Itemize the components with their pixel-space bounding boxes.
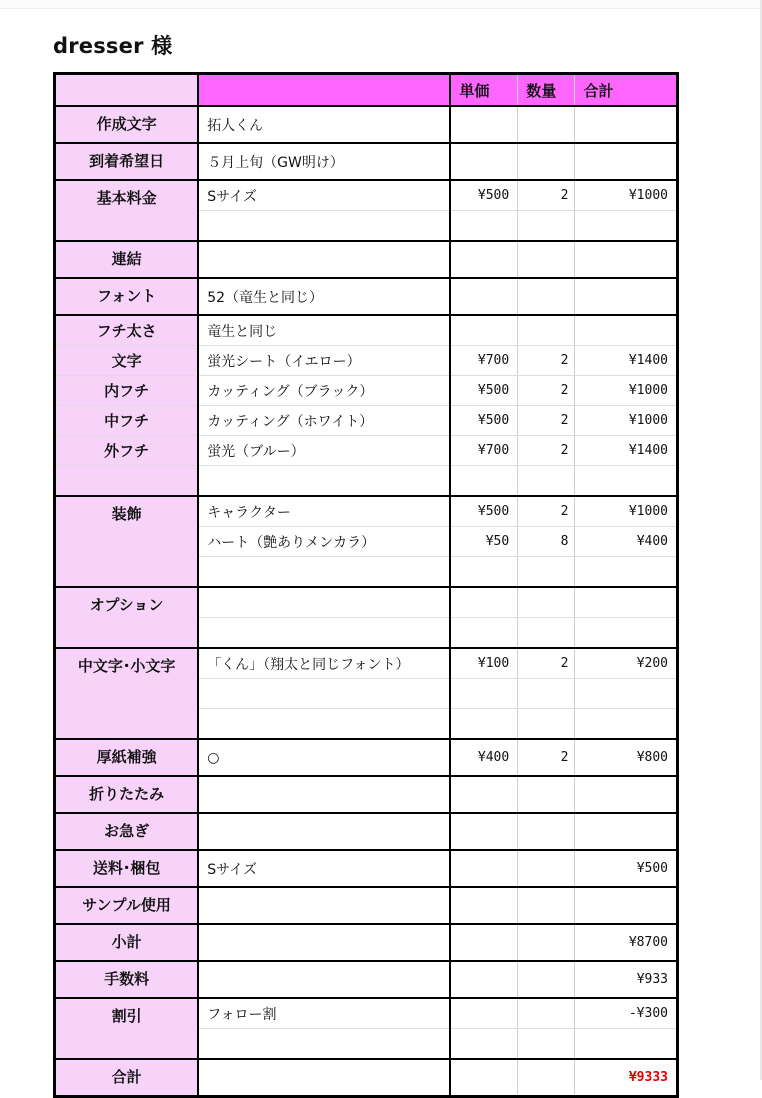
total-cell: ¥9333: [575, 1059, 678, 1097]
total-cell: ¥1000: [575, 496, 678, 527]
detail-cell: [198, 961, 450, 998]
detail-cell: カッティング（ブラック）: [198, 376, 450, 406]
total-cell: ¥1000: [575, 376, 678, 406]
row-label: 小計: [55, 924, 199, 961]
total-cell: [575, 143, 678, 180]
total-cell: ¥8700: [575, 924, 678, 961]
table-row: [55, 648, 678, 679]
unit-price-cell: ¥700: [450, 346, 517, 376]
unit-price-cell: [450, 850, 517, 887]
row-label: 内フチ: [55, 376, 199, 406]
detail-cell: ハート（艶ありメンカラ）: [198, 527, 450, 557]
header-row: [55, 74, 678, 107]
detail-cell: [198, 813, 450, 850]
row-label: 割引: [55, 998, 199, 1059]
total-cell: [575, 211, 678, 242]
unit-price-cell: [450, 709, 517, 740]
total-cell: ¥933: [575, 961, 678, 998]
quantity-cell: [518, 1029, 575, 1060]
unit-price-cell: [450, 618, 517, 649]
unit-price-cell: [450, 315, 517, 346]
quantity-cell: [518, 887, 575, 924]
unit-price-cell: ¥400: [450, 739, 517, 776]
quantity-cell: [518, 211, 575, 242]
total-cell: [575, 278, 678, 315]
unit-price-cell: [450, 241, 517, 278]
unit-price-cell: [450, 813, 517, 850]
row-label: オプション: [55, 587, 199, 648]
detail-cell: [198, 709, 450, 740]
quantity-cell: [518, 998, 575, 1029]
table-row: [55, 180, 678, 211]
total-cell: ¥1000: [575, 180, 678, 211]
total-cell: ¥800: [575, 739, 678, 776]
detail-cell: [198, 1029, 450, 1060]
unit-price-cell: [450, 1059, 517, 1097]
table-row: [55, 850, 678, 887]
detail-cell: [198, 618, 450, 649]
quantity-cell: [518, 679, 575, 709]
quantity-cell: [518, 466, 575, 497]
unit-price-cell: [450, 961, 517, 998]
table-row: [55, 315, 678, 346]
total-cell: [575, 709, 678, 740]
detail-cell: [198, 466, 450, 497]
total-cell: [575, 813, 678, 850]
quantity-cell: 2: [518, 180, 575, 211]
quantity-cell: [518, 587, 575, 618]
unit-price-cell: [450, 587, 517, 618]
detail-cell: [198, 679, 450, 709]
total-cell: [575, 557, 678, 588]
unit-price-cell: ¥500: [450, 406, 517, 436]
quantity-cell: [518, 850, 575, 887]
total-cell: [575, 679, 678, 709]
row-label: 連結: [55, 241, 199, 278]
table-row: [55, 1059, 678, 1097]
quantity-cell: [518, 709, 575, 740]
table-row: [55, 241, 678, 278]
row-label: 中文字･小文字: [55, 648, 199, 739]
unit-price-cell: [450, 998, 517, 1029]
detail-cell: ５月上旬（GW明け）: [198, 143, 450, 180]
detail-cell: カッティング（ホワイト）: [198, 406, 450, 436]
detail-cell: [198, 887, 450, 924]
header-item: [55, 74, 199, 107]
detail-cell: 52（竜生と同じ）: [198, 278, 450, 315]
header-unit-price: 単価: [450, 74, 517, 107]
table-row: [55, 346, 678, 376]
row-label: 基本料金: [55, 180, 199, 241]
header-total: 合計: [575, 74, 678, 107]
quantity-cell: 2: [518, 346, 575, 376]
row-label: [55, 466, 199, 497]
total-cell: ¥1400: [575, 436, 678, 466]
total-cell: [575, 618, 678, 649]
document-title: dresser 様: [53, 34, 173, 58]
table-row: [55, 143, 678, 180]
total-cell: ¥1000: [575, 406, 678, 436]
detail-cell: 蛍光シート（イエロー）: [198, 346, 450, 376]
quote-table: [53, 72, 679, 1098]
detail-cell: キャラクター: [198, 496, 450, 527]
total-cell: [575, 241, 678, 278]
detail-cell: [198, 776, 450, 813]
quantity-cell: [518, 557, 575, 588]
row-label: 作成文字: [55, 106, 199, 143]
row-label: 中フチ: [55, 406, 199, 436]
table-row: [55, 106, 678, 143]
total-cell: [575, 106, 678, 143]
detail-cell: 「くん」（翔太と同じフォント）: [198, 648, 450, 679]
table-row: [55, 887, 678, 924]
total-cell: [575, 776, 678, 813]
total-cell: [575, 466, 678, 497]
detail-cell: [198, 557, 450, 588]
quantity-cell: [518, 618, 575, 649]
table-row: [55, 739, 678, 776]
row-label: フォント: [55, 278, 199, 315]
total-cell: ¥200: [575, 648, 678, 679]
quantity-cell: [518, 776, 575, 813]
quantity-cell: [518, 106, 575, 143]
table-row: [55, 406, 678, 436]
unit-price-cell: [450, 557, 517, 588]
table-row: [55, 587, 678, 618]
unit-price-cell: ¥500: [450, 496, 517, 527]
total-cell: [575, 1029, 678, 1060]
row-label: 到着希望日: [55, 143, 199, 180]
detail-cell: [198, 924, 450, 961]
row-label: 合計: [55, 1059, 199, 1097]
detail-cell: Sサイズ: [198, 850, 450, 887]
row-label: 外フチ: [55, 436, 199, 466]
unit-price-cell: ¥50: [450, 527, 517, 557]
unit-price-cell: [450, 211, 517, 242]
detail-cell: [198, 241, 450, 278]
detail-cell: 蛍光（ブルー）: [198, 436, 450, 466]
quantity-cell: [518, 315, 575, 346]
unit-price-cell: ¥100: [450, 648, 517, 679]
unit-price-cell: ¥500: [450, 180, 517, 211]
table-row: [55, 466, 678, 497]
quantity-cell: [518, 1059, 575, 1097]
quantity-cell: [518, 143, 575, 180]
table-row: [55, 961, 678, 998]
quantity-cell: [518, 961, 575, 998]
table-row: [55, 278, 678, 315]
total-cell: -¥300: [575, 998, 678, 1029]
detail-cell: Sサイズ: [198, 180, 450, 211]
quantity-cell: 2: [518, 436, 575, 466]
total-cell: [575, 587, 678, 618]
window-top-edge: [0, 0, 762, 9]
unit-price-cell: [450, 466, 517, 497]
table-row: [55, 924, 678, 961]
unit-price-cell: [450, 1029, 517, 1060]
table-row: [55, 998, 678, 1029]
table-row: [55, 496, 678, 527]
row-label: サンプル使用: [55, 887, 199, 924]
total-cell: ¥500: [575, 850, 678, 887]
row-label: 送料･梱包: [55, 850, 199, 887]
total-cell: [575, 887, 678, 924]
row-label: 文字: [55, 346, 199, 376]
row-label: 手数料: [55, 961, 199, 998]
table-row: [55, 776, 678, 813]
quantity-cell: [518, 924, 575, 961]
unit-price-cell: ¥700: [450, 436, 517, 466]
header-quantity: 数量: [518, 74, 575, 107]
quantity-cell: 2: [518, 376, 575, 406]
row-label: 厚紙補強: [55, 739, 199, 776]
total-cell: [575, 315, 678, 346]
table-row: [55, 436, 678, 466]
unit-price-cell: ¥500: [450, 376, 517, 406]
total-cell: ¥400: [575, 527, 678, 557]
detail-cell: 拓人くん: [198, 106, 450, 143]
detail-cell: [198, 211, 450, 242]
quantity-cell: 2: [518, 648, 575, 679]
row-label: お急ぎ: [55, 813, 199, 850]
unit-price-cell: [450, 679, 517, 709]
row-label: 折りたたみ: [55, 776, 199, 813]
header-detail: [198, 74, 450, 107]
quantity-cell: 8: [518, 527, 575, 557]
quantity-cell: [518, 241, 575, 278]
unit-price-cell: [450, 278, 517, 315]
table-row: [55, 813, 678, 850]
quantity-cell: [518, 813, 575, 850]
detail-cell: [198, 1059, 450, 1097]
total-cell: ¥1400: [575, 346, 678, 376]
row-label: 装飾: [55, 496, 199, 587]
unit-price-cell: [450, 106, 517, 143]
row-label: フチ太さ: [55, 315, 199, 346]
quantity-cell: 2: [518, 496, 575, 527]
table-row: [55, 376, 678, 406]
unit-price-cell: [450, 887, 517, 924]
quantity-cell: 2: [518, 739, 575, 776]
quantity-cell: 2: [518, 406, 575, 436]
unit-price-cell: [450, 776, 517, 813]
unit-price-cell: [450, 924, 517, 961]
unit-price-cell: [450, 143, 517, 180]
detail-cell: 竜生と同じ: [198, 315, 450, 346]
detail-cell: [198, 587, 450, 618]
quantity-cell: [518, 278, 575, 315]
detail-cell: フォロー割: [198, 998, 450, 1029]
detail-cell: ○: [198, 739, 450, 776]
